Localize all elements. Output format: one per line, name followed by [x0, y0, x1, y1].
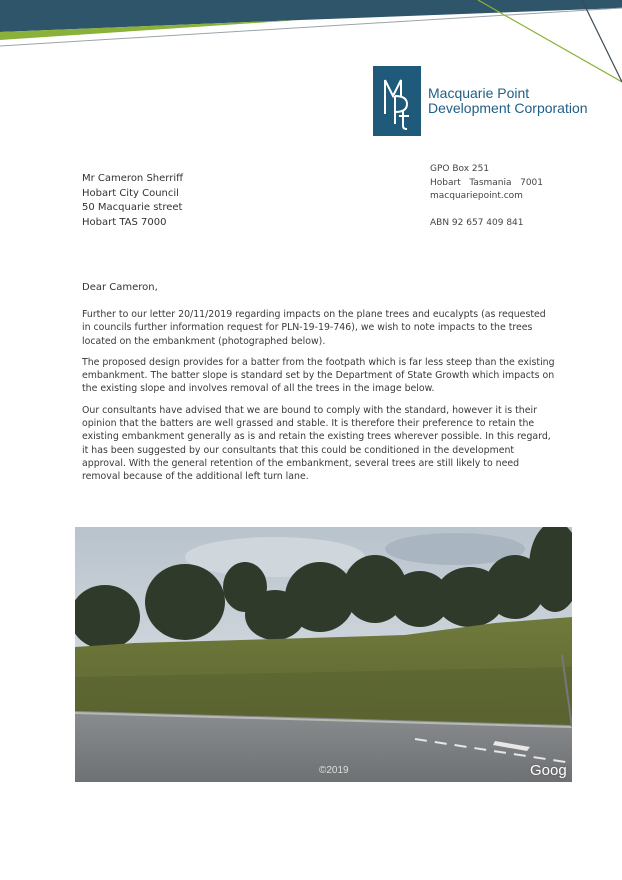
sender-abn: ABN 92 657 409 841 [430, 217, 524, 228]
body-paragraph: Further to our letter 20/11/2019 regarding impacts on the plane trees and eucalypts (as requested in councils further information request for PLN-19-19-746), we wish to note impacts to the trees located on the embankment (photographed below). [82, 309, 546, 347]
body-paragraph: Our consultants have advised that we are bound to comply with the standard, however it is their opinion that the batters are well grassed and stable. It is therefore their preference to retain the existing embankment generally as is and retain the existing trees wherever possible. In this regard, it has been suggested by our consultants that this could be conditioned in the development approval. With the general retention of the embankment, several trees are still likely to need removal because of the additional left turn lane. [82, 404, 551, 483]
google-logo-mark: Goog [530, 762, 567, 779]
header-band [0, 0, 622, 90]
recipient-line: Hobart City Council [82, 187, 179, 199]
embankment-photo [75, 527, 572, 782]
sender-address-line: Hobart Tasmania 7001 [430, 177, 544, 188]
recipient-line: Hobart TAS 7000 [82, 217, 167, 229]
sender-website: macquariepoint.com [430, 191, 523, 201]
logo-mark-icon [373, 66, 421, 136]
embankment-photo-image [75, 527, 572, 782]
sender-address-line: GPO Box 251 [430, 164, 490, 174]
photo-watermark: ©2019 [319, 765, 349, 776]
recipient-address [82, 172, 183, 231]
organisation-name [428, 86, 588, 116]
sender-address [430, 163, 543, 230]
company-logo [373, 66, 421, 136]
org-name-line1: Macquarie Point [428, 85, 530, 101]
body-paragraph: The proposed design provides for a batter from the footpath which is far less steep than the existing embankment. The batter slope is standard set by the Department of State Growth which impacts on the existing slope and involves removal of all the trees in the image below. [82, 356, 555, 395]
salutation: Dear Cameron, [82, 282, 158, 293]
recipient-line: 50 Macquarie street [82, 202, 183, 214]
letter-body [82, 308, 556, 492]
recipient-line: Mr Cameron Sherriff [82, 173, 184, 184]
org-name-line2: Development Corporation [428, 100, 588, 116]
